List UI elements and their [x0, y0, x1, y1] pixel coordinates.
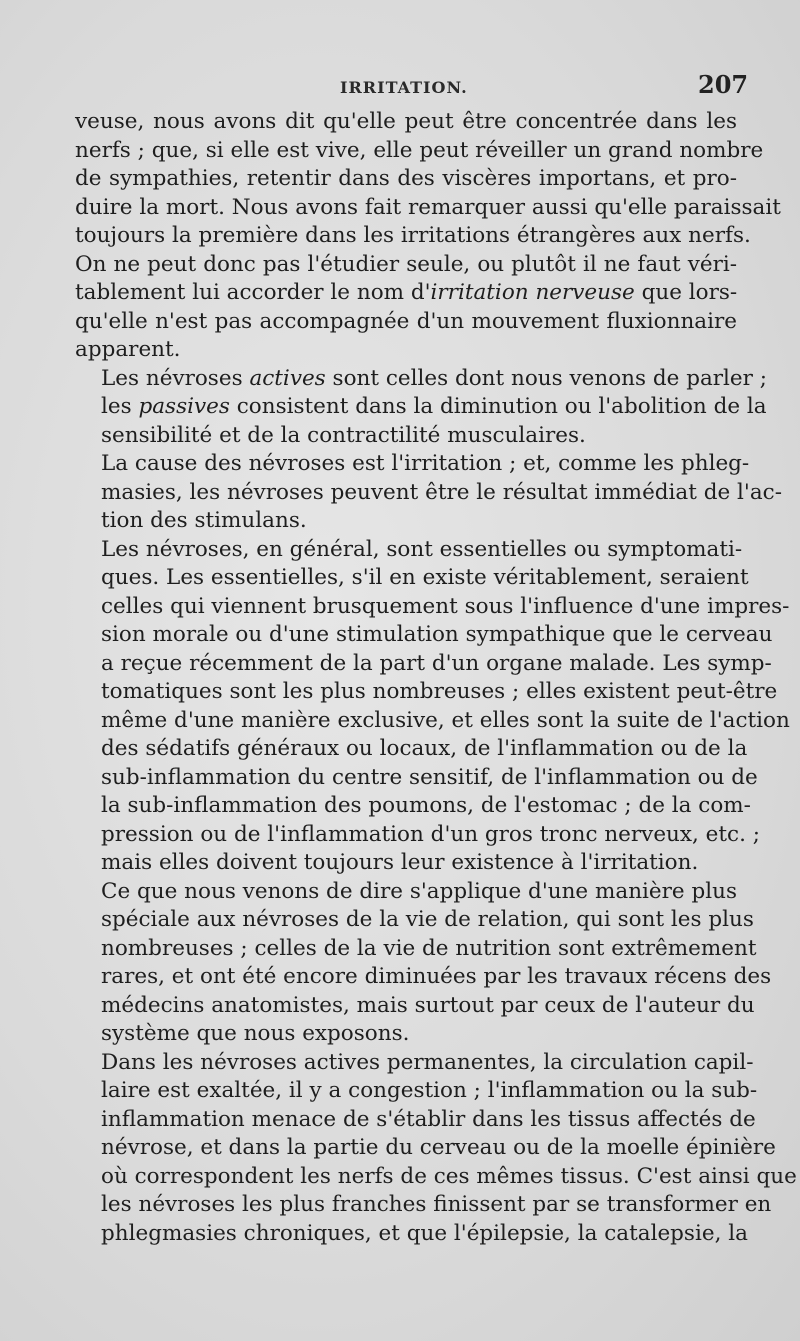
text-line: où correspondent les nerfs de ces mêmes tissus. C'est ainsi que	[101, 1163, 797, 1189]
text-line: La cause des névroses est l'irritation ; et, comme les phleg-	[101, 451, 750, 476]
text-line: Dans les névroses actives permanentes, la circulation capil-	[101, 1049, 754, 1075]
text-line: mais elles doivent toujours leur existence à l'irritation.	[101, 850, 699, 875]
text-line: qu'elle n'est pas accompagnée d'un mouvement fluxionnaire	[75, 308, 737, 334]
text-line: pression ou de l'inflammation d'un gros tronc nerveux, etc. ;	[101, 821, 760, 847]
paragraph-1	[75, 108, 781, 365]
text-line: a reçue récemment de la part d'un organe malade. Les symp-	[101, 650, 772, 676]
running-title: IRRITATION.	[340, 78, 468, 97]
text-line: celles qui viennent brusquement sous l'influence d'une impres-	[101, 593, 790, 619]
text-line: ques. Les essentielles, s'il en existe véritablement, seraient	[101, 565, 749, 590]
italic-term: actives	[249, 365, 326, 391]
text-line: phlegmasies chroniques, et que l'épilepsie, la catalepsie, la	[101, 1220, 748, 1246]
paragraph-3	[75, 450, 782, 536]
italic-term: irritation nerveuse	[430, 280, 635, 305]
text-line: duire la mort. Nous avons fait remarquer aussi qu'elle paraissait	[75, 194, 781, 220]
italic-term: passives	[138, 394, 230, 419]
body-text	[75, 108, 797, 1248]
text-line: On ne peut donc pas l'étudier seule, ou plutôt il ne faut véri-	[75, 251, 737, 277]
text-line: la sub-inflammation des poumons, de l'estomac ; de la com-	[101, 793, 751, 818]
text-line: spéciale aux névroses de la vie de relation, qui sont les plus	[101, 907, 754, 932]
text-line: les passives consistent dans la diminution ou l'abolition de la	[101, 394, 767, 419]
text-line: masies, les névroses peuvent être le résultat immédiat de l'ac-	[101, 479, 782, 505]
text-line: sub-inflammation du centre sensitif, de l'inflammation ou de	[101, 764, 758, 790]
text-line: même d'une manière exclusive, et elles sont la suite de l'action	[101, 707, 790, 733]
paragraph-6	[75, 1049, 797, 1249]
text-line: apparent.	[75, 337, 181, 362]
text-line: rares, et ont été encore diminuées par les travaux récens des	[101, 964, 772, 989]
text-line: des sédatifs généraux ou locaux, de l'inflammation ou de la	[101, 736, 748, 761]
text-line: système que nous exposons.	[101, 1021, 410, 1046]
text-line: les névroses les plus franches finissent par se transformer en	[101, 1192, 772, 1217]
text-line: névrose, et dans la partie du cerveau ou de la moelle épinière	[101, 1135, 776, 1160]
text-line: Les névroses, en général, sont essentielles ou symptomati-	[101, 536, 743, 562]
text-line: Les névroses actives sont celles dont nous venons de parler ;	[101, 365, 768, 391]
text-line: inflammation menace de s'établir dans les tissus affectés de	[101, 1106, 756, 1132]
text-line: tion des stimulans.	[101, 508, 307, 533]
text-line: Ce que nous venons de dire s'applique d'une manière plus	[101, 878, 737, 904]
text-line: nerfs ; que, si elle est vive, elle peut réveiller un grand nombre	[75, 137, 764, 163]
text-line: de sympathies, retentir dans des viscères importans, et pro-	[75, 166, 737, 191]
paragraph-4	[75, 536, 790, 878]
text-line: tablement lui accorder le nom d'irritation nerveuse que lors-	[75, 280, 738, 305]
page-number: 207	[698, 70, 749, 99]
text-line: médecins anatomistes, mais surtout par ceux de l'auteur du	[101, 992, 755, 1018]
text-line: nombreuses ; celles de la vie de nutrition sont extrêmement	[101, 935, 757, 961]
text-line: toujours la première dans les irritations étrangères aux nerfs.	[75, 223, 751, 248]
paragraph-5	[75, 878, 772, 1049]
text-line: sion morale ou d'une stimulation sympathique que le cerveau	[101, 622, 773, 647]
text-line: laire est exaltée, il y a congestion ; l'inflammation ou la sub-	[101, 1078, 758, 1103]
text-line: sensibilité et de la contractilité musculaires.	[101, 422, 586, 448]
text-line: tomatiques sont les plus nombreuses ; elles existent peut-être	[101, 679, 778, 704]
text-line: veuse, nous avons dit qu'elle peut être concentrée dans les	[75, 109, 737, 134]
paragraph-2	[75, 365, 768, 451]
